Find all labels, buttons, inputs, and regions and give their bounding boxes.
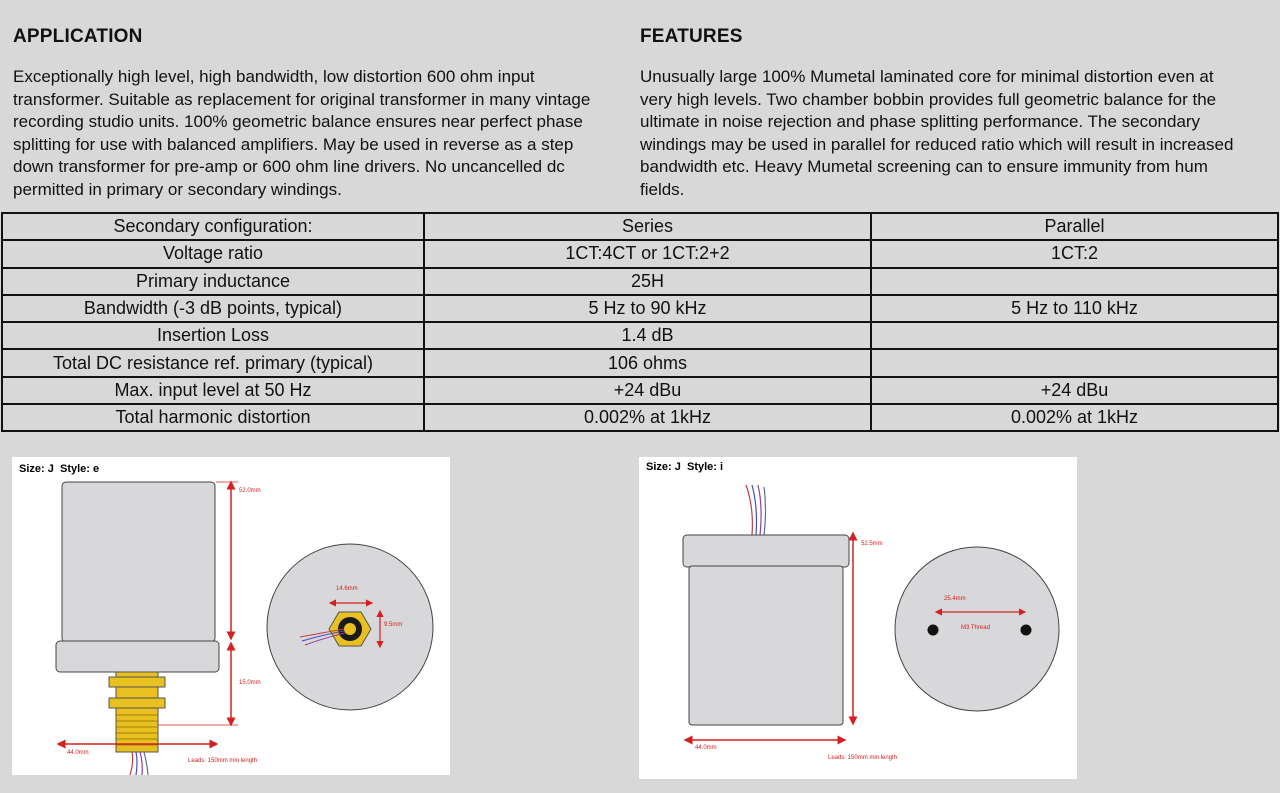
table-cell: Insertion Loss [2, 322, 424, 349]
mount-hole-right [1021, 625, 1032, 636]
table-cell [871, 349, 1278, 376]
table-cell: 0.002% at 1kHz [424, 404, 871, 431]
application-section [13, 26, 613, 202]
table-cell: 0.002% at 1kHz [871, 404, 1278, 431]
size-label: Size: J [19, 463, 54, 475]
table-cell [871, 268, 1278, 295]
table-row [2, 240, 1278, 267]
can-lid [683, 535, 849, 567]
table-cell: 5 Hz to 90 kHz [424, 295, 871, 322]
table-cell: +24 dBu [871, 377, 1278, 404]
dim-spacing-label: 25.4mm [944, 596, 966, 602]
table-cell: 1CT:4CT or 1CT:2+2 [424, 240, 871, 267]
table-row [2, 349, 1278, 376]
can-body [689, 566, 843, 725]
table-cell: 1CT:2 [871, 240, 1278, 267]
table-cell: Parallel [871, 213, 1278, 240]
stud-hole-inner [344, 623, 356, 635]
table-cell: Bandwidth (-3 dB points, typical) [2, 295, 424, 322]
dim-width-label: 44.0mm [695, 745, 717, 751]
thread-label: M3 Thread [961, 625, 990, 631]
style-label: Style: i [687, 461, 724, 473]
dim-height-label: 52.5mm [861, 541, 883, 547]
leads-label: Leads: 150mm min length [188, 758, 258, 764]
spec-table [1, 212, 1279, 432]
table-row [2, 213, 1278, 240]
table-cell: Max. input level at 50 Hz [2, 377, 424, 404]
table-cell: Total DC resistance ref. primary (typical) [2, 349, 424, 376]
dim-stud-label: 15.0mm [239, 680, 261, 686]
brass-nut-top [109, 677, 165, 687]
table-cell: 1.4 dB [424, 322, 871, 349]
table-cell: +24 dBu [424, 377, 871, 404]
table-cell: Primary inductance [2, 268, 424, 295]
can-base [56, 641, 219, 672]
lead-wires [746, 485, 766, 535]
table-row [2, 295, 1278, 322]
brass-nut-bottom [109, 698, 165, 708]
dim-hole-label: 9.5mm [384, 622, 403, 628]
table-cell: Total harmonic distortion [2, 404, 424, 431]
table-cell: 5 Hz to 110 kHz [871, 295, 1278, 322]
table-cell: Voltage ratio [2, 240, 424, 267]
dim-height-label: 52.0mm [239, 488, 261, 494]
table-cell: 106 ohms [424, 349, 871, 376]
leads-label: Leads: 150mm min length [828, 755, 898, 761]
table-row [2, 404, 1278, 431]
application-heading: APPLICATION [13, 26, 143, 47]
application-text: Exceptionally high level, high bandwidth, low distortion 600 ohm input transformer. Suitable as replacement for original transformer in many vintage recording studio units. 100% geometric balance ensures near perfect phase splitting for use with balanced amplifiers. May be used in reverse as a step down transformer for pre-amp or 600 ohm line drivers. No uncancelled dc permitted in primary or secondary windings. [13, 67, 591, 199]
table-cell: Secondary configuration: [2, 213, 424, 240]
table-cell: Series [424, 213, 871, 240]
features-heading: FEATURES [640, 26, 743, 47]
features-section [640, 26, 1240, 202]
features-text: Unusually large 100% Mumetal laminated core for minimal distortion even at very high levels. Two chamber bobbin provides full geometric balance for the ultimate in noise rejection and phase splitting performance. The secondary windings may be used in parallel for reduced ratio which will result in increased bandwidth etc. Heavy Mumetal screening can to ensure immunity from hum fields. [640, 67, 1234, 199]
mount-hole-left [928, 625, 939, 636]
size-label: Size: J [646, 461, 681, 473]
table-row [2, 322, 1278, 349]
style-label: Style: e [60, 463, 100, 475]
table-row [2, 377, 1278, 404]
table-cell [871, 322, 1278, 349]
drawing-style-e [12, 457, 450, 775]
can-body [62, 482, 215, 642]
dim-width-label: 44.0mm [67, 750, 89, 756]
table-row [2, 268, 1278, 295]
dim-nut-label: 14.6mm [336, 586, 358, 592]
table-cell: 25H [424, 268, 871, 295]
lead-wires [130, 752, 148, 775]
drawing-style-i [639, 457, 1077, 779]
